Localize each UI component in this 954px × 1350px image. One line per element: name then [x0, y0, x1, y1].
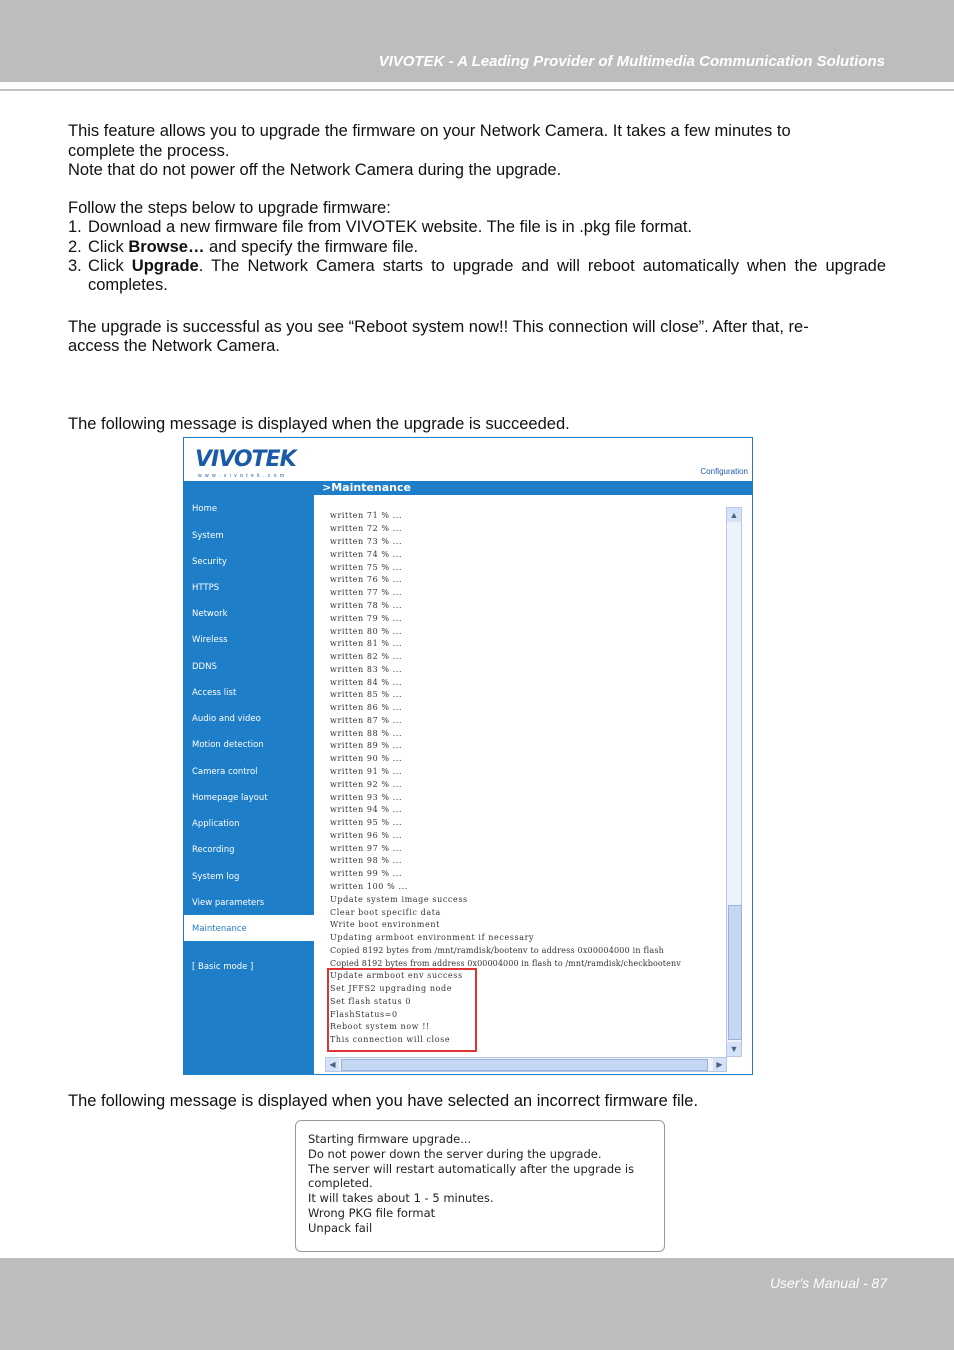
step-1 [68, 218, 886, 237]
log-line: written 77 % ... [330, 588, 403, 597]
scroll-right-icon[interactable]: ▶ [713, 1058, 726, 1071]
upgrade-label: Upgrade [131, 257, 199, 275]
log-line: Update armboot env success [330, 971, 463, 980]
sidebar-item-homepage-layout[interactable]: Homepage layout [192, 793, 268, 803]
step-number: 1. [68, 218, 82, 236]
steps-intro: Follow the steps below to upgrade firmware: [68, 199, 391, 217]
log-line: written 85 % ... [330, 690, 403, 699]
message-line: Wrong PKG file format [308, 1206, 436, 1220]
log-line: written 94 % ... [330, 805, 403, 814]
log-line: Write boot environment [330, 920, 440, 929]
log-line: written 73 % ... [330, 537, 403, 546]
scroll-left-icon[interactable]: ◀ [326, 1058, 339, 1071]
error-message-box [295, 1120, 665, 1252]
log-line: Set flash status 0 [330, 997, 412, 1006]
sidebar-item-wireless[interactable]: Wireless [192, 635, 228, 645]
configuration-link[interactable]: Configuration [700, 467, 748, 476]
log-line: written 90 % ... [330, 754, 403, 763]
section-title: >Maintenance [322, 481, 411, 494]
log-line: Updating armboot environment if necessary [330, 933, 535, 942]
log-line: written 79 % ... [330, 614, 403, 623]
log-line: Copied 8192 bytes from address 0x00004000 in flash to /mnt/ramdisk/checkbootenv [330, 959, 681, 968]
log-line: written 76 % ... [330, 575, 403, 584]
sidebar-item-recording[interactable]: Recording [192, 845, 235, 855]
message-line: Unpack fail [308, 1221, 373, 1235]
sidebar-item-ddns[interactable]: DDNS [192, 662, 217, 672]
log-line: Reboot system now !! [330, 1022, 430, 1031]
screenshot-header [184, 438, 752, 481]
step-text: Click Upgrade. The Network Camera starts to upgrade and will reboot automatically when the upgrade completes. [88, 257, 886, 294]
sidebar-item-audio-video[interactable]: Audio and video [192, 714, 261, 724]
log-line: written 96 % ... [330, 831, 403, 840]
step-2 [68, 238, 886, 257]
sidebar-item-label: Maintenance [192, 924, 247, 934]
basic-mode-link[interactable]: [ Basic mode ] [192, 962, 254, 972]
log-line: written 95 % ... [330, 818, 403, 827]
log-line: written 80 % ... [330, 627, 403, 636]
step-3 [68, 257, 886, 295]
log-line: written 86 % ... [330, 703, 403, 712]
message-line: It will takes about 1 - 5 minutes. [308, 1191, 494, 1205]
step-number: 2. [68, 238, 82, 256]
step-text: Click Browse… and specify the firmware file. [88, 238, 419, 256]
page-number: User's Manual - 87 [769, 1275, 887, 1291]
log-line: written 72 % ... [330, 524, 403, 533]
step-number: 3. [68, 257, 82, 275]
success-paragraph-line2: access the Network Camera. [68, 337, 280, 355]
power-off-note: Note that do not power off the Network Camera during the upgrade. [68, 161, 562, 179]
success-highlight-box [327, 968, 477, 1052]
scroll-down-icon[interactable]: ▼ [727, 1042, 741, 1056]
sidebar-item-view-parameters[interactable]: View parameters [192, 898, 265, 908]
log-line: Update system image success [330, 895, 468, 904]
sidebar-item-https[interactable]: HTTPS [192, 583, 220, 593]
maintenance-screenshot [183, 437, 753, 1075]
step-text: Download a new firmware file from VIVOTEK website. The file is in .pkg file format. [88, 218, 693, 236]
caption-error: The following message is displayed when you have selected an incorrect firmware file. [68, 1092, 699, 1110]
scroll-thumb[interactable] [341, 1059, 708, 1071]
log-line: written 92 % ... [330, 780, 403, 789]
header-title: VIVOTEK - A Leading Provider of Multimedia Communication Solutions [378, 53, 885, 70]
sidebar-item-security[interactable]: Security [192, 557, 227, 567]
config-sidebar [184, 481, 314, 1074]
page-footer-band [0, 1258, 954, 1350]
log-line: written 84 % ... [330, 678, 403, 687]
success-paragraph-line1: The upgrade is successful as you see “Reboot system now!! This connection will close”. After that, re- [68, 318, 809, 336]
sidebar-item-network[interactable]: Network [192, 609, 228, 619]
vertical-scrollbar[interactable] [726, 507, 742, 1057]
intro-paragraph-line2: complete the process. [68, 142, 230, 160]
log-line: written 89 % ... [330, 741, 403, 750]
sidebar-item-camera-control[interactable]: Camera control [192, 767, 258, 777]
intro-paragraph-line1: This feature allows you to upgrade the firmware on your Network Camera. It takes a few minutes to [68, 122, 791, 140]
log-line: FlashStatus=0 [330, 1010, 398, 1019]
log-line: This connection will close [330, 1035, 451, 1044]
log-line: written 87 % ... [330, 716, 403, 725]
vivotek-logo: VIVOTEK [195, 447, 296, 472]
log-line: written 78 % ... [330, 601, 403, 610]
sidebar-item-maintenance[interactable] [184, 915, 314, 941]
log-line: Copied 8192 bytes from /mnt/ramdisk/bootenv to address 0x00004000 in flash [330, 946, 665, 955]
log-line: written 100 % ... [330, 882, 408, 891]
sidebar-item-motion-detection[interactable]: Motion detection [192, 740, 264, 750]
log-line: written 71 % ... [330, 511, 403, 520]
log-line: written 81 % ... [330, 639, 403, 648]
header-divider [0, 89, 954, 91]
log-line: written 74 % ... [330, 550, 403, 559]
sidebar-item-system-log[interactable]: System log [192, 872, 240, 882]
caption-success: The following message is displayed when the upgrade is succeeded. [68, 415, 570, 433]
log-line: written 99 % ... [330, 869, 403, 878]
sidebar-item-system[interactable]: System [192, 531, 224, 541]
log-line: written 82 % ... [330, 652, 403, 661]
log-line: Clear boot specific data [330, 908, 441, 917]
message-line: Do not power down the server during the upgrade. [308, 1147, 602, 1161]
log-line: written 97 % ... [330, 844, 403, 853]
browse-label: Browse… [128, 238, 205, 256]
log-line: written 93 % ... [330, 793, 403, 802]
section-title-bar [314, 481, 752, 495]
sidebar-item-application[interactable]: Application [192, 819, 240, 829]
logo-url: w w w . v i v o t e k . c o m [198, 473, 286, 479]
horizontal-scrollbar[interactable] [325, 1057, 727, 1072]
log-line: written 91 % ... [330, 767, 403, 776]
log-line: written 75 % ... [330, 563, 403, 572]
log-line: Set JFFS2 upgrading node [330, 984, 453, 993]
message-line: Starting firmware upgrade... [308, 1132, 472, 1146]
log-line: written 98 % ... [330, 856, 403, 865]
scroll-thumb[interactable] [728, 905, 742, 1040]
sidebar-item-home[interactable]: Home [192, 504, 218, 514]
log-line: written 88 % ... [330, 729, 403, 738]
scroll-up-icon[interactable]: ▲ [727, 508, 741, 522]
sidebar-item-access-list[interactable]: Access list [192, 688, 237, 698]
message-line: The server will restart automatically after the upgrade is completed. [308, 1162, 635, 1190]
log-line: written 83 % ... [330, 665, 403, 674]
